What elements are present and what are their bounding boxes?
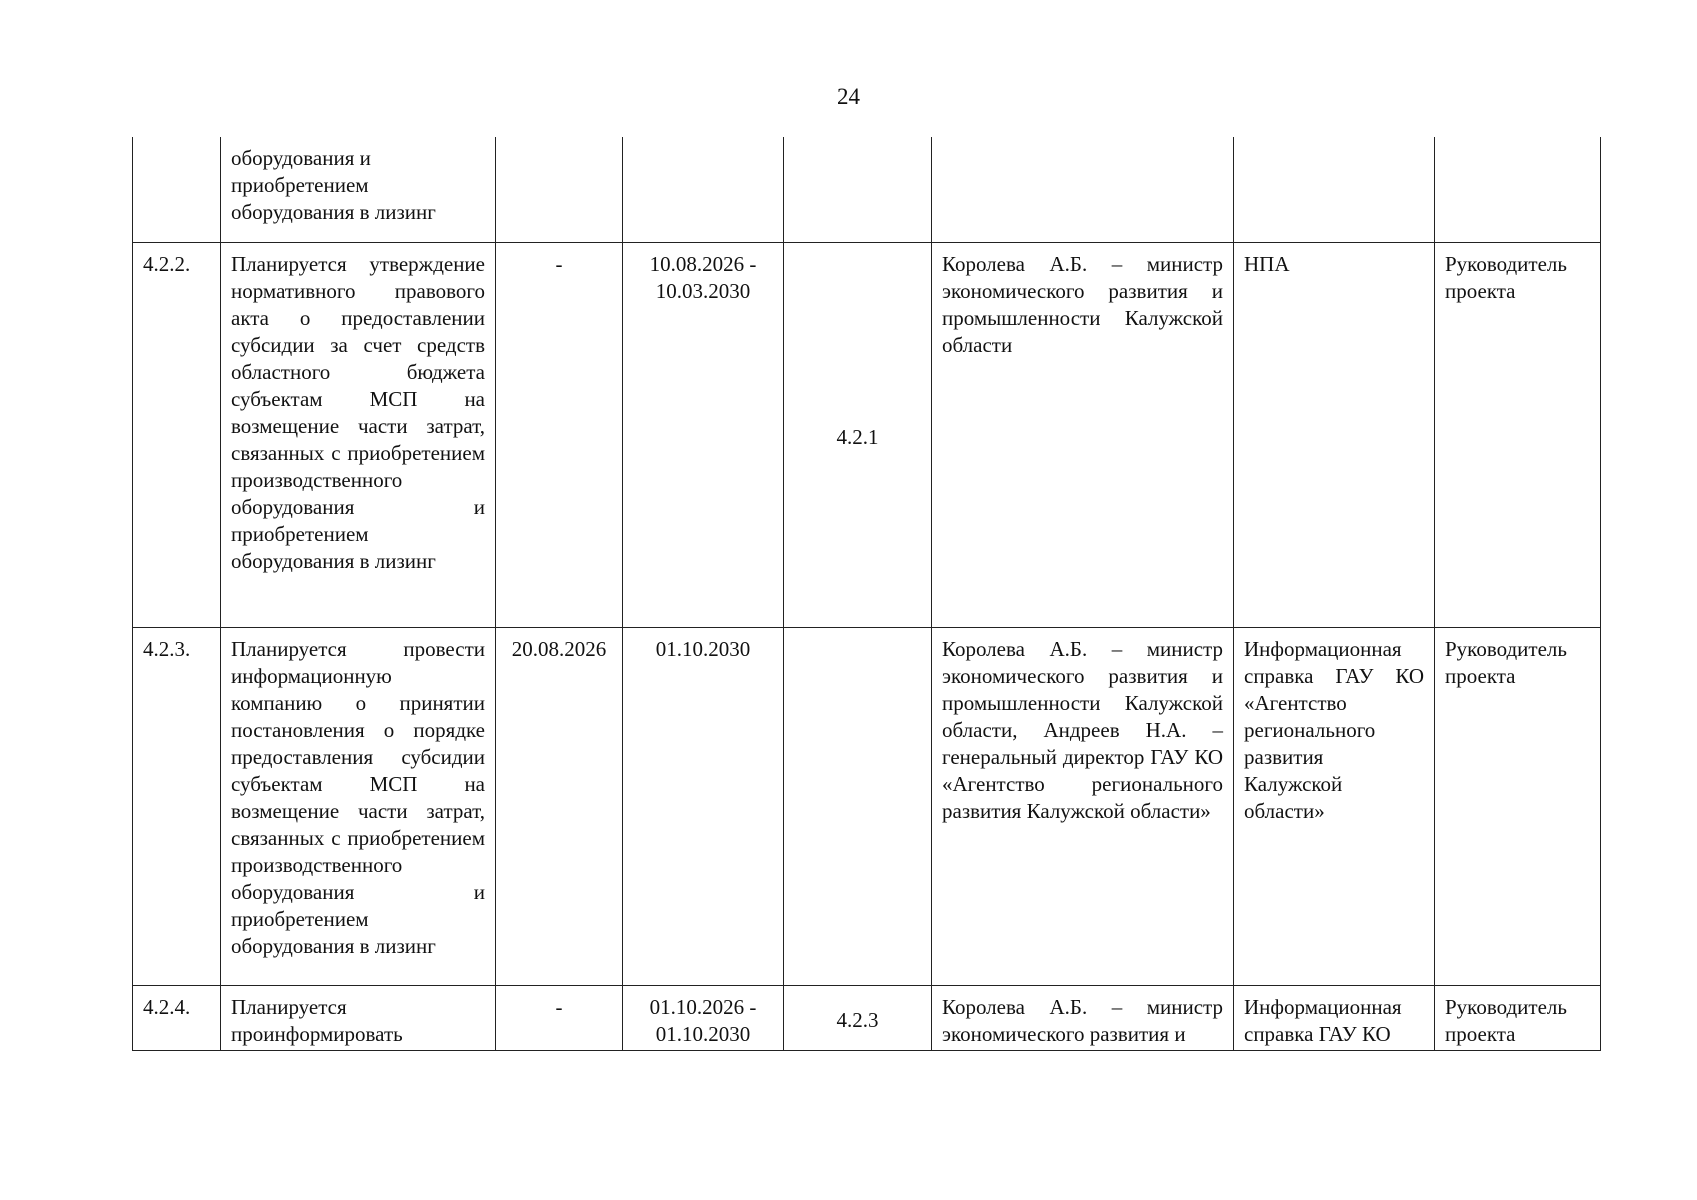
cell-number: 4.2.4. xyxy=(133,985,221,1050)
cell-end xyxy=(623,137,784,242)
table-row-continuation xyxy=(133,137,1601,242)
table-row-4-2-3 xyxy=(133,627,1601,985)
cell-end: 01.10.2026 - 01.10.2030 xyxy=(623,985,784,1050)
table-row-4-2-2 xyxy=(133,242,1601,627)
cell-start xyxy=(496,137,623,242)
cell-description: Планируется проинформировать xyxy=(221,985,496,1050)
cell-role: Руководитель проекта xyxy=(1435,985,1601,1050)
cell-role: Руководитель проекта xyxy=(1435,242,1601,627)
cell-role: Руководитель проекта xyxy=(1435,627,1601,985)
cell-document: Информационная справка ГАУ КО xyxy=(1234,985,1435,1050)
cell-role xyxy=(1435,137,1601,242)
cell-number: 4.2.2. xyxy=(133,242,221,627)
cell-document: НПА xyxy=(1234,242,1435,627)
cell-predecessor xyxy=(784,137,932,242)
cell-predecessor: 4.2.1 xyxy=(784,242,932,627)
plan-table xyxy=(132,137,1601,1051)
page-number: 24 xyxy=(837,84,860,109)
cell-predecessor xyxy=(784,627,932,985)
cell-description: Планируется утверждение нормативного правового акта о предоставлении субсидии за счет средств областного бюджета субъектам МСП на возмещение части затрат, связанных с приобретением производственного оборудования и приобретением оборудования в лизинг xyxy=(221,242,496,627)
description-line: оборудования и xyxy=(231,146,371,170)
cell-number: 4.2.3. xyxy=(133,627,221,985)
description-line: оборудования в лизинг xyxy=(231,200,436,224)
cell-document: Информационная справка ГАУ КО «Агентство регионального развития Калужской области» xyxy=(1234,627,1435,985)
cell-end: 01.10.2030 xyxy=(623,627,784,985)
cell-end: 10.08.2026 - 10.03.2030 xyxy=(623,242,784,627)
cell-predecessor: 4.2.3 xyxy=(784,985,932,1050)
cell-responsible: Королева А.Б. – министр экономического развития и xyxy=(932,985,1234,1050)
cell-start: - xyxy=(496,985,623,1050)
table-row-4-2-4 xyxy=(133,985,1601,1050)
cell-responsible xyxy=(932,137,1234,242)
cell-number xyxy=(133,137,221,242)
cell-description: Планируется провести информационную компанию о принятии постановления о порядке предоставления субсидии субъектам МСП на возмещение части затрат, связанных с приобретением производственного оборудования и приобретением оборудования в лизинг xyxy=(221,627,496,985)
cell-start: 20.08.2026 xyxy=(496,627,623,985)
cell-start: - xyxy=(496,242,623,627)
cell-document xyxy=(1234,137,1435,242)
cell-responsible: Королева А.Б. – министр экономического развития и промышленности Калужской области, Андреев Н.А. – генеральный директор ГАУ КО «Агентство регионального развития Калужской области» xyxy=(932,627,1234,985)
cell-description xyxy=(221,137,496,242)
description-line: приобретением xyxy=(231,173,369,197)
cell-responsible: Королева А.Б. – министр экономического развития и промышленности Калужской области xyxy=(932,242,1234,627)
